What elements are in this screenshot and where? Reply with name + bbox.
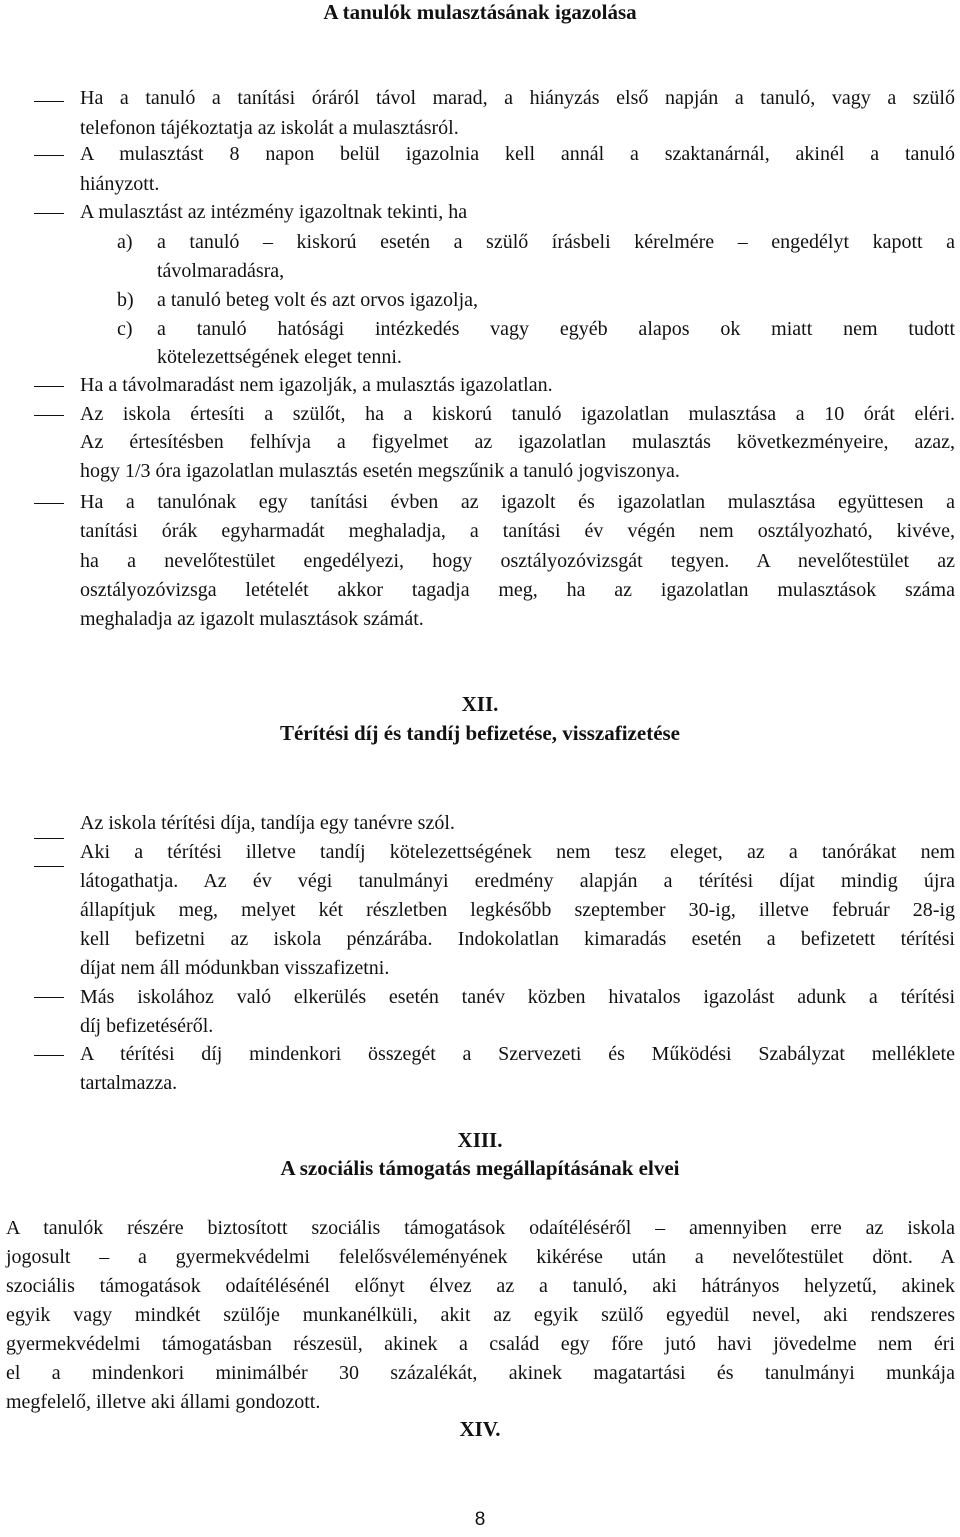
sub-list-text: távolmaradásra, (157, 260, 285, 282)
dash-bullet (34, 1055, 64, 1056)
dash-bullet (34, 155, 64, 156)
paragraph-line: gyermekvédelmi támogatásban részesül, akinek a család egy főre jutó havi jövedelme nem éri (6, 1333, 955, 1355)
list-item-text: osztályozóvizsga letételét akkor tagadja meg, ha az igazolatlan mulasztások száma (80, 579, 955, 601)
section-number: XIV. (459, 1417, 501, 1441)
list-item-text: Az iskola értesíti a szülőt, ha a kiskorú tanuló igazolatlan mulasztása a 10 órát eléri. (80, 403, 955, 425)
section-title: A tanulók mulasztásának igazolása (323, 0, 637, 24)
paragraph-line: egyik vagy mindkét szülője munkanélküli, akit az egyik szülő egyedül nevel, aki rendszeres (6, 1304, 955, 1326)
list-item-text: hogy 1/3 óra igazolatlan mulasztás esetén megszűnik a tanuló jogviszonya. (80, 460, 680, 482)
dash-bullet (34, 415, 64, 416)
sub-list-label: b) (117, 289, 134, 311)
list-item-text: Más iskolához való elkerülés esetén tanév közben hivatalos igazolást adunk a térítési (80, 986, 955, 1008)
list-item-text: ha a nevelőtestület engedélyezi, hogy osztályozóvizsgát tegyen. A nevelőtestület az (80, 550, 955, 572)
sub-list-item (117, 286, 955, 316)
list-item-text: tartalmazza. (80, 1072, 178, 1094)
list-item-text: állapítjuk meg, melyet két részletben legkésőbb szeptember 30-ig, illetve február 28-ig (80, 899, 955, 921)
list-item-text: Az értesítésben felhívja a figyelmet az igazolatlan mulasztás következményeire, azaz, (80, 431, 955, 453)
list-item-text: Ha a távolmaradást nem igazolják, a mulasztás igazolatlan. (80, 374, 553, 396)
list-item-text: tanítási órák egyharmadát meghaladja, a tanítási év végén nem osztályozható, kivéve, (80, 520, 955, 542)
list-item-text: díjat nem áll módunkban visszafizetni. (80, 957, 390, 979)
section-title: A szociális támogatás megállapításának elvei (280, 1156, 680, 1180)
section-title: Térítési díj és tandíj befizetése, visszafizetése (279, 721, 681, 745)
list-item-text: A mulasztást az intézmény igazoltnak tekinti, ha (80, 201, 468, 223)
list-item-text: Ha a tanuló a tanítási óráról távol marad, a hiányzás első napján a tanuló, vagy a szülő (80, 87, 955, 109)
sub-list-text: kötelezettségének eleget tenni. (157, 346, 402, 368)
list-item-text: telefonon tájékoztatja az iskolát a mulasztásról. (80, 117, 459, 139)
list-item-text: Az iskola térítési díja, tandíja egy tanévre szól. (80, 812, 455, 834)
paragraph-line: el a mindenkori minimálbér 30 százalékát, akinek magatartási és tanulmányi munkája (6, 1362, 955, 1384)
list-item-text: A térítési díj mindenkori összegét a Szervezeti és Működési Szabályzat melléklete (80, 1043, 955, 1065)
list-item-text: hiányzott. (80, 173, 160, 195)
paragraph-line: megfelelő, illetve aki állami gondozott. (6, 1391, 321, 1413)
dash-bullet (34, 997, 64, 998)
sub-list-item (117, 315, 955, 345)
dash-bullet (34, 101, 64, 102)
dash-bullet (34, 503, 64, 504)
sub-list-text: a tanuló beteg volt és azt orvos igazolja, (157, 289, 479, 311)
list-item-text: Aki a térítési illetve tandíj kötelezettségének nem tesz eleget, az a tanórákat nem (80, 841, 955, 863)
dash-bullet (34, 838, 64, 839)
paragraph-line: jogosult – a gyermekvédelmi felelősvéleményének kikérése után a nevelőtestület dönt. A (6, 1246, 955, 1268)
page-number: 8 (474, 1509, 486, 1530)
section-number: XII. (461, 692, 499, 716)
list-item-text: kell befizetni az iskola pénzárába. Indokolatlan kimaradás esetén a befizetett térítési (80, 928, 955, 950)
dash-bullet (34, 213, 64, 214)
sub-list-text: a tanuló – kiskorú esetén a szülő írásbeli kérelmére – engedélyt kapott a (157, 231, 955, 253)
list-item-text: díj befizetéséről. (80, 1015, 214, 1037)
dash-bullet (34, 386, 64, 387)
sub-list-label: a) (117, 231, 133, 253)
dash-bullet (34, 866, 64, 867)
sub-list-label: c) (117, 318, 133, 340)
sub-list-item (117, 228, 955, 258)
section-number: XIII. (457, 1128, 503, 1152)
list-item-text: meghaladja az igazolt mulasztások számát. (80, 608, 424, 630)
paragraph-line: szociális támogatások odaítélésénél előnyt élvez az a tanuló, aki hátrányos helyzetű, akinek (6, 1275, 955, 1297)
paragraph-line: A tanulók részére biztosított szociális támogatások odaítéléséről – amennyiben erre az iskola (6, 1217, 955, 1239)
sub-list-text: a tanuló hatósági intézkedés vagy egyéb alapos ok miatt nem tudott (157, 318, 955, 340)
list-item-text: Ha a tanulónak egy tanítási évben az igazolt és igazolatlan mulasztása együttesen a (80, 491, 955, 513)
list-item-text: A mulasztást 8 napon belül igazolnia kell annál a szaktanárnál, akinél a tanuló (80, 143, 955, 165)
list-item-text: látogathatja. Az év végi tanulmányi eredmény alapján a térítési díjat mindig újra (80, 870, 955, 892)
